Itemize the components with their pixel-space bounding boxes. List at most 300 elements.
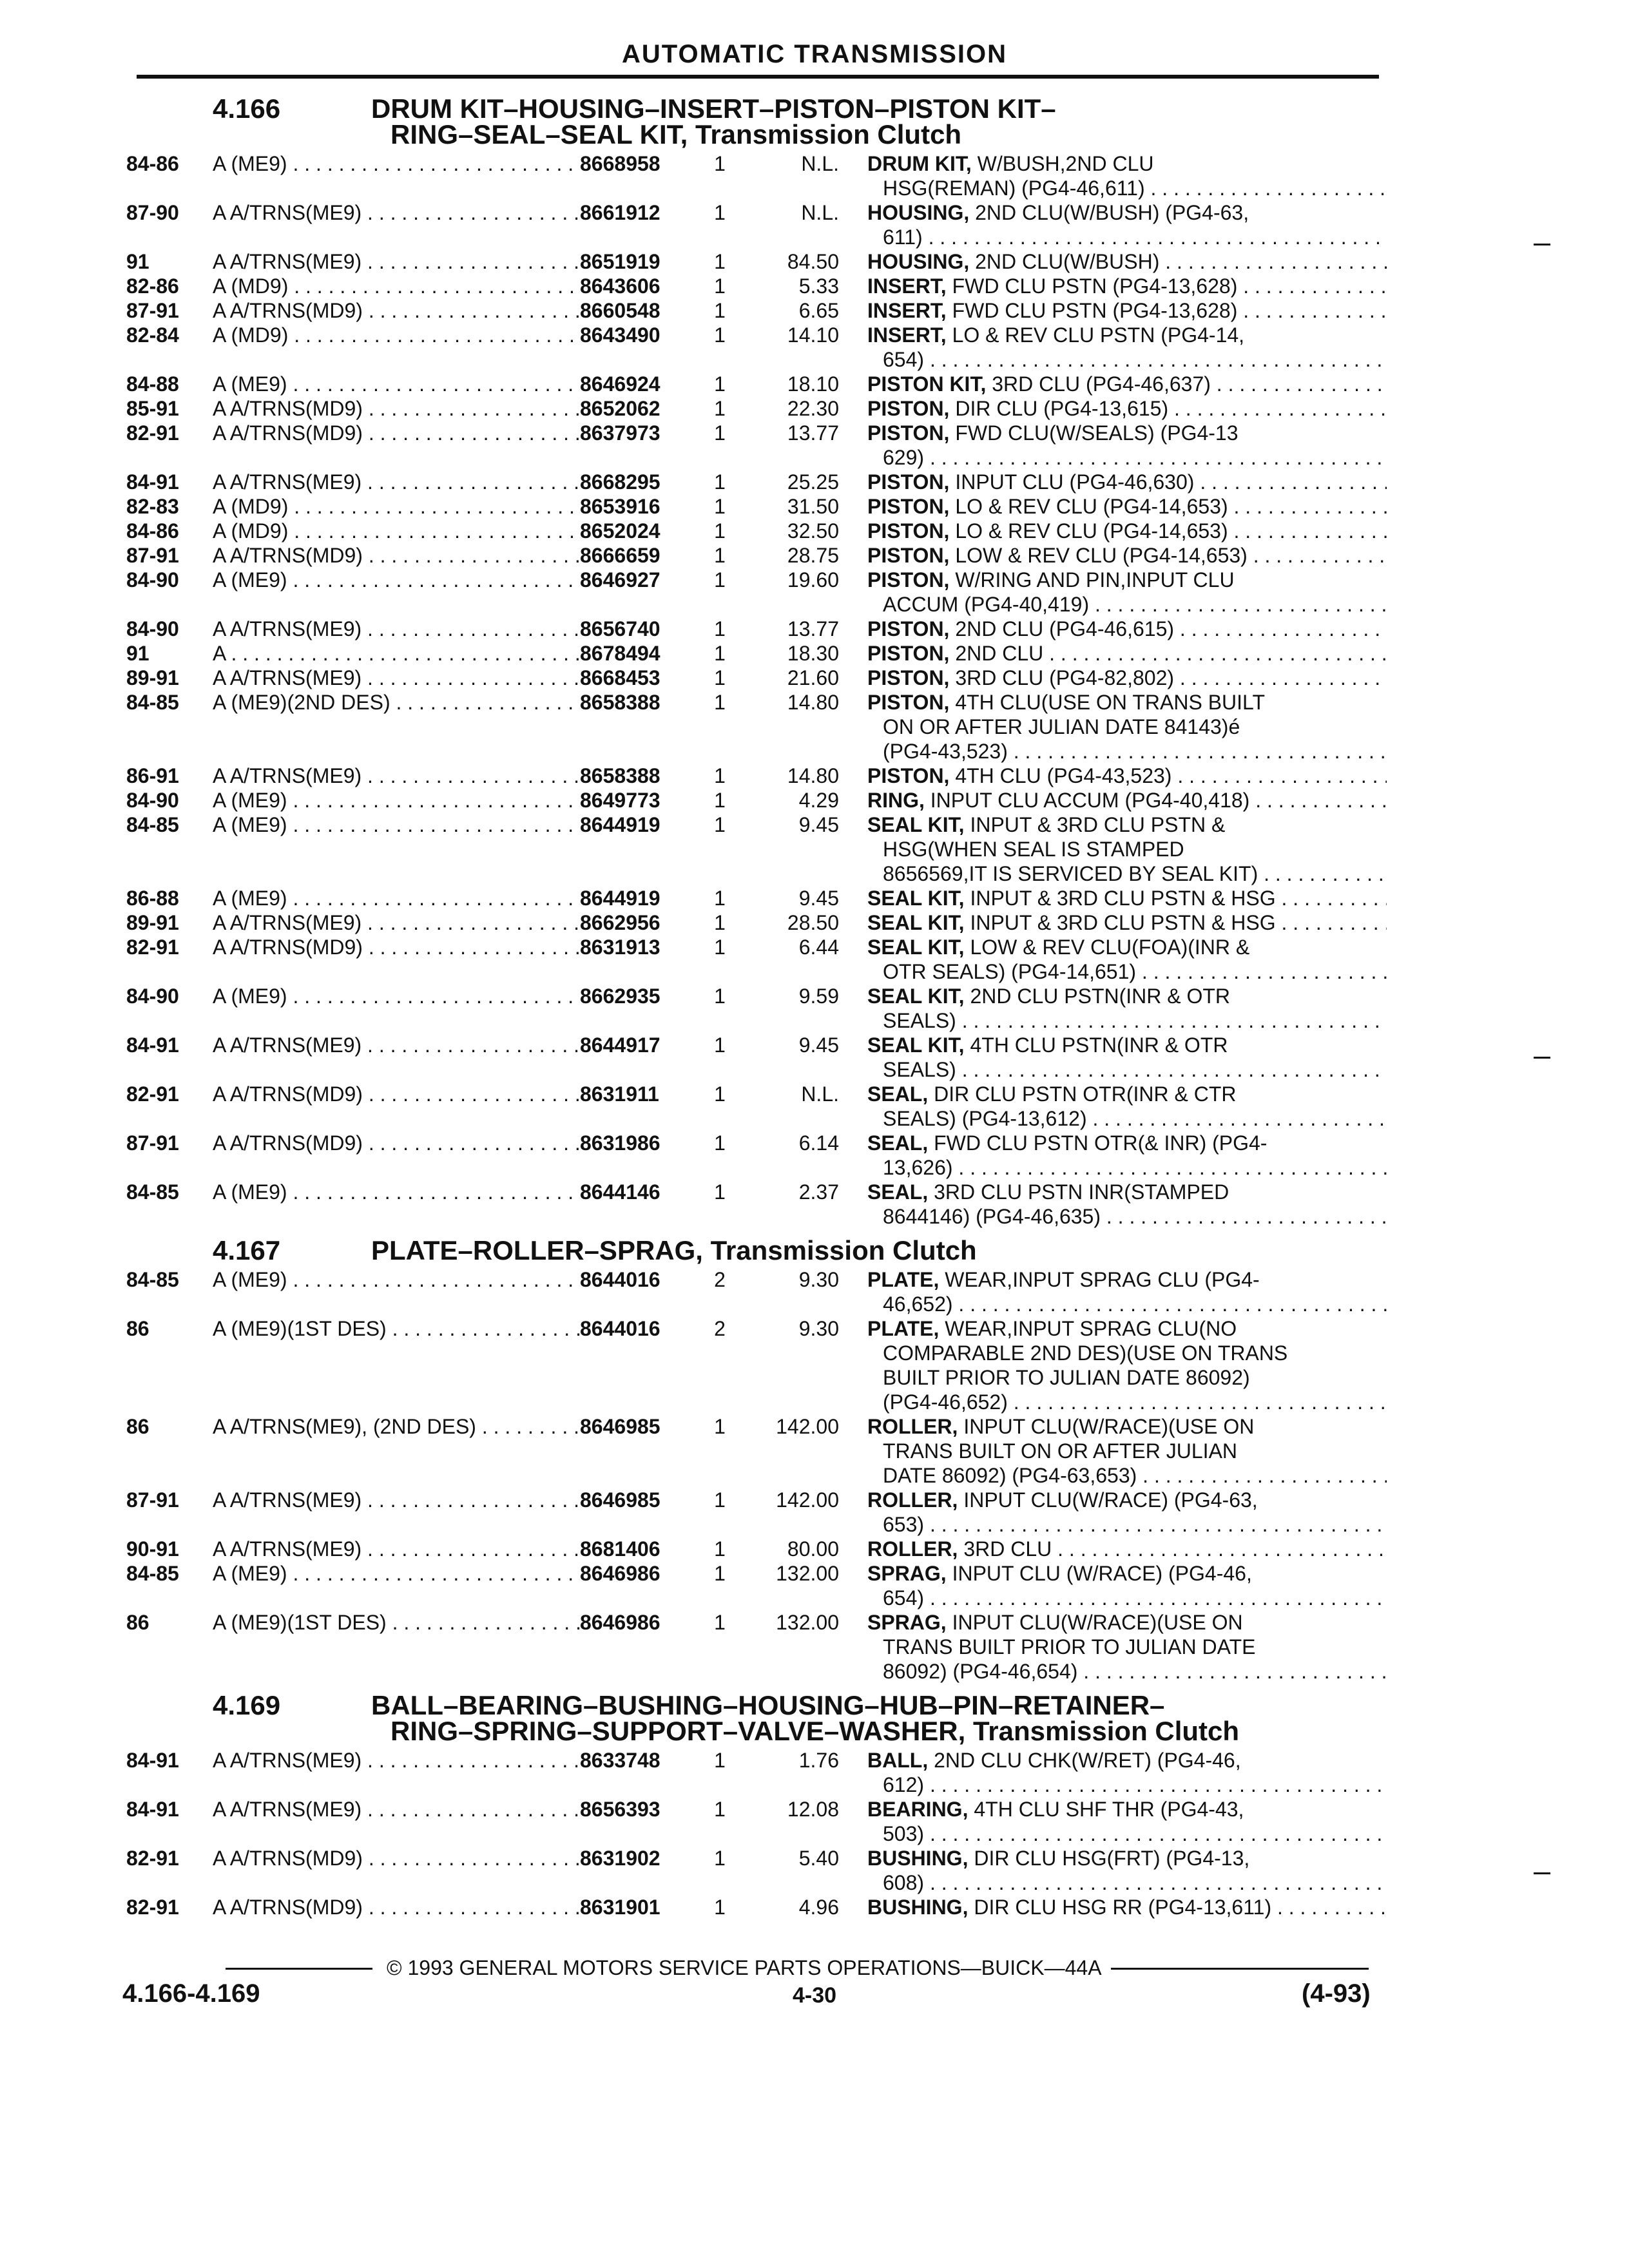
quantity: 1 <box>714 666 726 689</box>
table-row <box>126 1797 1389 1846</box>
model-code: A (ME9) . . . <box>213 886 580 910</box>
model-years: 84-91 <box>126 1749 179 1772</box>
part-description <box>839 666 1387 690</box>
table-row <box>126 519 1389 543</box>
price: N.L. <box>801 152 839 175</box>
part-name: HOUSING, <box>867 201 970 224</box>
part-number: 8644917 <box>580 1033 660 1057</box>
part-name: PISTON, <box>867 397 950 420</box>
description-text: 629) <box>883 446 925 469</box>
section-heading <box>126 1235 1389 1265</box>
part-name: PISTON, <box>867 764 950 787</box>
description-text: HSG(REMAN) (PG4-46,611) <box>883 177 1145 200</box>
part-description <box>839 1748 1387 1797</box>
part-description <box>839 1488 1387 1537</box>
part-number: 8658388 <box>580 691 660 714</box>
table-row <box>126 298 1389 323</box>
description-line <box>867 666 1387 690</box>
description-text: SEALS) (PG4-13,612) <box>883 1107 1087 1130</box>
description-text: FWD CLU PSTN (PG4-13,628) <box>952 299 1238 322</box>
description-text: (PG4-46,652) <box>883 1390 1008 1414</box>
part-description <box>839 200 1387 249</box>
part-name: SEAL, <box>867 1131 929 1155</box>
description-line <box>867 935 1387 959</box>
part-name: SPRAG, <box>867 1562 947 1585</box>
part-name: PISTON, <box>867 421 950 445</box>
part-number: 8662935 <box>580 985 660 1008</box>
description-text: 612) <box>883 1773 925 1796</box>
model-years: 84-91 <box>126 470 179 494</box>
model-code: A A/TRNS(ME9) . . . <box>213 1748 580 1797</box>
quantity: 1 <box>714 911 726 934</box>
part-name: PISTON KIT, <box>867 372 987 396</box>
price: 142.00 <box>776 1488 839 1512</box>
description-text: OTR SEALS) (PG4-14,651) <box>883 960 1137 983</box>
description-line <box>867 396 1387 421</box>
model-code: A A/TRNS(ME9) . . . <box>213 910 580 935</box>
part-number: 8644919 <box>580 887 660 910</box>
part-number: 8668958 <box>580 152 660 175</box>
quantity: 1 <box>714 1798 726 1821</box>
description-line <box>867 1870 1387 1895</box>
table-row <box>126 494 1389 519</box>
description-text: LOW & REV CLU(FOA)(INR & <box>970 936 1250 959</box>
description-line <box>867 568 1387 592</box>
table-row <box>126 568 1389 617</box>
price: 5.40 <box>798 1847 839 1870</box>
part-description <box>839 641 1387 666</box>
part-number: 8656393 <box>580 1798 660 1821</box>
table-row <box>126 249 1389 274</box>
description-line <box>867 1463 1387 1488</box>
price: 6.14 <box>798 1131 839 1155</box>
model-years: 84-90 <box>126 985 179 1008</box>
price: 4.96 <box>798 1896 839 1919</box>
description-line <box>867 886 1387 910</box>
description-line <box>867 1106 1387 1131</box>
part-name: PLATE, <box>867 1317 940 1340</box>
description-line <box>867 1586 1387 1610</box>
description-text: (PG4-43,523) <box>883 740 1008 763</box>
description-line <box>867 298 1387 323</box>
table-row <box>126 1082 1389 1131</box>
model-years: 87-91 <box>126 1488 179 1512</box>
table-row <box>126 1414 1389 1488</box>
description-line <box>867 739 1387 764</box>
part-description <box>839 298 1387 323</box>
description-text: 653) <box>883 1513 925 1536</box>
price: 9.59 <box>798 985 839 1008</box>
part-name: INSERT, <box>867 299 947 322</box>
table-row <box>126 1267 1389 1316</box>
description-line <box>867 812 1387 837</box>
price: 12.08 <box>787 1798 839 1821</box>
description-line <box>867 764 1387 788</box>
quantity: 1 <box>714 372 726 396</box>
part-number: 8646986 <box>580 1562 660 1585</box>
part-name: BUSHING, <box>867 1896 969 1919</box>
description-text: LOW & REV CLU (PG4-14,653) <box>955 544 1248 567</box>
description-line <box>867 1773 1387 1797</box>
part-name: ROLLER, <box>867 1488 958 1512</box>
table-row <box>126 200 1389 249</box>
model-years: 84-91 <box>126 1033 179 1057</box>
description-text: TRANS BUILT PRIOR TO JULIAN DATE <box>883 1635 1256 1658</box>
price: 1.76 <box>798 1749 839 1772</box>
description-line <box>867 200 1387 225</box>
margin-mark <box>1534 1057 1550 1059</box>
part-number: 8644919 <box>580 813 660 836</box>
model-years: 84-90 <box>126 789 179 812</box>
model-years: 82-91 <box>126 1896 179 1919</box>
description-text: FWD CLU(W/SEALS) (PG4-13 <box>955 421 1239 445</box>
model-code: A A/TRNS(MD9) . . . <box>213 421 580 470</box>
part-description <box>839 396 1387 421</box>
part-description <box>839 421 1387 470</box>
part-number: 8678494 <box>580 642 660 665</box>
description-line <box>867 1292 1387 1316</box>
description-text: 3RD CLU <box>963 1537 1052 1561</box>
part-description <box>839 519 1387 543</box>
price: 2.37 <box>798 1180 839 1204</box>
part-description <box>839 1610 1387 1684</box>
part-name: SEAL KIT, <box>867 813 965 836</box>
part-number: 8653916 <box>580 495 660 518</box>
description-text: WEAR,INPUT SPRAG CLU(NO <box>945 1317 1237 1340</box>
price: 9.45 <box>798 813 839 836</box>
table-row <box>126 984 1389 1033</box>
section-number: 4.167 <box>213 1235 281 1265</box>
description-text: 2ND CLU (PG4-46,615) <box>955 617 1175 640</box>
quantity: 1 <box>714 887 726 910</box>
description-line <box>867 421 1387 445</box>
description-text: 2ND CLU(W/BUSH) (PG4-63, <box>975 201 1249 224</box>
model-years: 82-91 <box>126 421 179 445</box>
description-line <box>867 1610 1387 1635</box>
footer-copyright: © 1993 GENERAL MOTORS SERVICE PARTS OPERATIONS—BUICK—44A <box>387 1956 1102 1979</box>
part-description <box>839 788 1387 812</box>
table-row <box>126 1131 1389 1180</box>
part-description <box>839 249 1387 274</box>
section-title <box>371 1690 1389 1746</box>
section-title-line: BALL–BEARING–BUSHING–HOUSING–HUB–PIN–RETAINER– <box>371 1690 1165 1720</box>
model-years: 82-83 <box>126 495 179 518</box>
price: 9.45 <box>798 887 839 910</box>
section-number: 4.169 <box>213 1690 281 1720</box>
description-text: INPUT & 3RD CLU PSTN & HSG <box>970 911 1276 934</box>
description-line <box>867 1155 1387 1180</box>
model-code: A (ME9)(1ST DES) . . . <box>213 1316 580 1414</box>
part-description <box>839 1414 1387 1488</box>
part-description <box>839 935 1387 984</box>
model-years: 84-90 <box>126 568 179 591</box>
table-row <box>126 764 1389 788</box>
price: 31.50 <box>787 495 839 518</box>
description-line <box>867 1365 1387 1390</box>
model-years: 86-91 <box>126 764 179 787</box>
description-text: 86092) (PG4-46,654) <box>883 1660 1078 1683</box>
price: 25.25 <box>787 470 839 494</box>
model-code: A A/TRNS(ME9) . . . <box>213 666 580 690</box>
price: 19.60 <box>787 568 839 591</box>
part-description <box>839 1797 1387 1846</box>
model-years: 82-86 <box>126 274 179 298</box>
model-years: 82-91 <box>126 1847 179 1870</box>
part-name: BUSHING, <box>867 1847 969 1870</box>
quantity: 1 <box>714 789 726 812</box>
model-years: 84-85 <box>126 1180 179 1204</box>
quantity: 1 <box>714 470 726 494</box>
table-row <box>126 1180 1389 1229</box>
part-name: SEAL KIT, <box>867 985 965 1008</box>
part-name: PISTON, <box>867 519 950 543</box>
description-line <box>867 1895 1387 1919</box>
part-number: 8658388 <box>580 764 660 787</box>
part-description <box>839 543 1387 568</box>
table-row <box>126 543 1389 568</box>
model-years: 84-85 <box>126 1268 179 1291</box>
model-years: 89-91 <box>126 666 179 689</box>
part-number: 8643606 <box>580 274 660 298</box>
description-text: 503) <box>883 1822 925 1845</box>
part-name: BALL, <box>867 1749 929 1772</box>
description-line <box>867 1316 1387 1341</box>
description-line <box>867 151 1387 176</box>
part-name: INSERT, <box>867 323 947 347</box>
part-name: SPRAG, <box>867 1611 947 1634</box>
part-description <box>839 812 1387 886</box>
section-title-line: DRUM KIT–HOUSING–INSERT–PISTON–PISTON KIT– <box>371 93 1056 124</box>
description-line <box>867 1797 1387 1821</box>
description-text: DATE 86092) (PG4-63,653) <box>883 1464 1137 1487</box>
description-line <box>867 372 1387 396</box>
part-name: ROLLER, <box>867 1537 958 1561</box>
part-number: 8644146 <box>580 1180 660 1204</box>
model-code: A (ME9) . . . <box>213 1267 580 1316</box>
quantity: 1 <box>714 201 726 224</box>
description-line <box>867 1512 1387 1537</box>
model-code: A A/TRNS(MD9) . . . <box>213 1846 580 1895</box>
quantity: 1 <box>714 1488 726 1512</box>
footer-date-code: (4-93) <box>1302 1979 1371 2008</box>
model-years: 84-86 <box>126 152 179 175</box>
part-description <box>839 1895 1387 1919</box>
quantity: 1 <box>714 495 726 518</box>
description-text: BUILT PRIOR TO JULIAN DATE 86092) <box>883 1366 1250 1389</box>
quantity: 1 <box>714 250 726 273</box>
part-name: ROLLER, <box>867 1415 958 1438</box>
description-line <box>867 1033 1387 1057</box>
part-name: PISTON, <box>867 544 950 567</box>
model-years: 85-91 <box>126 397 179 420</box>
margin-mark <box>1534 244 1550 245</box>
part-description <box>839 984 1387 1033</box>
description-text: DIR CLU HSG RR (PG4-13,611) <box>974 1896 1272 1919</box>
quantity: 1 <box>714 568 726 591</box>
description-text: ACCUM (PG4-40,419) <box>883 593 1090 616</box>
price: 14.10 <box>787 323 839 347</box>
part-number: 8631913 <box>580 936 660 959</box>
model-years: 82-91 <box>126 1082 179 1106</box>
quantity: 1 <box>714 1562 726 1585</box>
description-text: FWD CLU PSTN (PG4-13,628) <box>952 274 1238 298</box>
part-description <box>839 1316 1387 1414</box>
model-years: 87-90 <box>126 201 179 224</box>
description-text: LO & REV CLU (PG4-14,653) <box>955 495 1228 518</box>
description-text: 2ND CLU(W/BUSH) <box>975 250 1160 273</box>
part-description <box>839 470 1387 494</box>
description-line <box>867 274 1387 298</box>
model-years: 90-91 <box>126 1537 179 1561</box>
model-years: 91 <box>126 642 149 665</box>
footer-section-range: 4.166-4.169 <box>122 1979 260 2008</box>
description-line <box>867 543 1387 568</box>
part-name: PISTON, <box>867 568 950 591</box>
price: 142.00 <box>776 1415 839 1438</box>
description-text: 608) <box>883 1871 925 1894</box>
description-text: 2ND CLU <box>955 642 1044 665</box>
price: 22.30 <box>787 397 839 420</box>
description-text: INPUT CLU ACCUM (PG4-40,418) <box>930 789 1250 812</box>
part-description <box>839 764 1387 788</box>
model-code: A (MD9) . . . <box>213 494 580 519</box>
part-description <box>839 910 1387 935</box>
description-line <box>867 1635 1387 1659</box>
quantity: 1 <box>714 421 726 445</box>
model-years: 86 <box>126 1611 149 1634</box>
quantity: 1 <box>714 1537 726 1561</box>
description-text: 4TH CLU SHF THR (PG4-43, <box>974 1798 1244 1821</box>
part-description <box>839 1082 1387 1131</box>
part-number: 8668453 <box>580 666 660 689</box>
table-row <box>126 421 1389 470</box>
table-row <box>126 1610 1389 1684</box>
model-years: 87-91 <box>126 544 179 567</box>
quantity: 1 <box>714 1896 726 1919</box>
part-name: PISTON, <box>867 691 950 714</box>
table-row <box>126 1895 1389 1919</box>
model-code: A A/TRNS(ME9) . . . <box>213 764 580 788</box>
model-code: A (ME9)(1ST DES) . . . <box>213 1610 580 1684</box>
description-text: INPUT CLU(W/RACE) (PG4-63, <box>963 1488 1258 1512</box>
section-number: 4.166 <box>213 93 281 124</box>
part-number: 8644016 <box>580 1268 660 1291</box>
description-text: DIR CLU HSG(FRT) (PG4-13, <box>974 1847 1250 1870</box>
quantity: 1 <box>714 152 726 175</box>
section-title-line: RING–SPRING–SUPPORT–VALVE–WASHER, Transmission Clutch <box>390 1716 1240 1746</box>
price: 4.29 <box>798 789 839 812</box>
table-row <box>126 886 1389 910</box>
quantity: 1 <box>714 985 726 1008</box>
model-years: 84-85 <box>126 813 179 836</box>
description-line <box>867 715 1387 739</box>
description-text: 13,626) <box>883 1156 953 1179</box>
description-line <box>867 1821 1387 1846</box>
margin-mark <box>1534 1872 1550 1874</box>
part-description <box>839 1033 1387 1082</box>
price: N.L. <box>801 1082 839 1106</box>
price: 132.00 <box>776 1611 839 1634</box>
description-text: 654) <box>883 348 925 371</box>
model-code: A A/TRNS(MD9) . . . <box>213 1131 580 1180</box>
section-title <box>371 93 1389 149</box>
part-number: 8646986 <box>580 1611 660 1634</box>
model-years: 84-88 <box>126 372 179 396</box>
table-row <box>126 1488 1389 1537</box>
model-code: A A/TRNS(ME9) . . . <box>213 470 580 494</box>
section-title-line: PLATE–ROLLER–SPRAG, Transmission Clutch <box>371 1235 977 1265</box>
description-text: 3RD CLU (PG4-46,637) <box>992 372 1211 396</box>
description-text: INPUT & 3RD CLU PSTN & <box>970 813 1226 836</box>
table-row <box>126 1033 1389 1082</box>
description-line <box>867 347 1387 372</box>
description-line <box>867 959 1387 984</box>
part-name: SEAL, <box>867 1180 929 1204</box>
footer-rule-right <box>1111 1968 1369 1970</box>
model-years: 89-91 <box>126 911 179 934</box>
model-years: 87-91 <box>126 299 179 322</box>
part-number: 8651919 <box>580 250 660 273</box>
model-code: A A/TRNS(ME9), (2ND DES) . . . <box>213 1414 580 1488</box>
part-number: 8646924 <box>580 372 660 396</box>
model-code: A (MD9) . . . <box>213 323 580 372</box>
quantity: 1 <box>714 1180 726 1204</box>
description-text: SEALS) <box>883 1009 956 1032</box>
table-row <box>126 617 1389 641</box>
part-description <box>839 323 1387 372</box>
description-line <box>867 1204 1387 1229</box>
description-line <box>867 1131 1387 1155</box>
quantity: 1 <box>714 1415 726 1438</box>
table-row <box>126 812 1389 886</box>
model-code: A (ME9) . . . <box>213 984 580 1033</box>
description-text: 611) <box>883 226 923 249</box>
part-name: PISTON, <box>867 642 950 665</box>
quantity: 1 <box>714 323 726 347</box>
description-text: ON OR AFTER JULIAN DATE 84143)é <box>883 715 1240 738</box>
description-text: INPUT CLU (PG4-46,630) <box>955 470 1195 494</box>
quantity: 1 <box>714 519 726 543</box>
description-line <box>867 445 1387 470</box>
part-description <box>839 1561 1387 1610</box>
model-years: 84-86 <box>126 519 179 543</box>
section-heading <box>126 93 1389 149</box>
description-text: W/RING AND PIN,INPUT CLU <box>955 568 1235 591</box>
description-line <box>867 249 1387 274</box>
description-line <box>867 690 1387 715</box>
quantity: 1 <box>714 1847 726 1870</box>
model-years: 86 <box>126 1317 149 1340</box>
table-row <box>126 470 1389 494</box>
description-line <box>867 1390 1387 1414</box>
model-code: A (ME9) . . . <box>213 151 580 200</box>
description-text: W/BUSH,2ND CLU <box>977 152 1154 175</box>
part-number: 8662956 <box>580 911 660 934</box>
description-text: 8644146) (PG4-46,635) <box>883 1205 1101 1228</box>
quantity: 1 <box>714 299 726 322</box>
price: 5.33 <box>798 274 839 298</box>
description-line <box>867 1057 1387 1082</box>
part-number: 8646985 <box>580 1415 660 1438</box>
model-code: A (ME9) . . . <box>213 812 580 886</box>
part-name: PISTON, <box>867 617 950 640</box>
description-text: 4TH CLU (PG4-43,523) <box>955 764 1172 787</box>
table-row <box>126 690 1389 764</box>
description-text: SEALS) <box>883 1058 956 1081</box>
price: 132.00 <box>776 1562 839 1585</box>
price: 13.77 <box>787 421 839 445</box>
model-code: A A/TRNS(MD9) . . . <box>213 298 580 323</box>
